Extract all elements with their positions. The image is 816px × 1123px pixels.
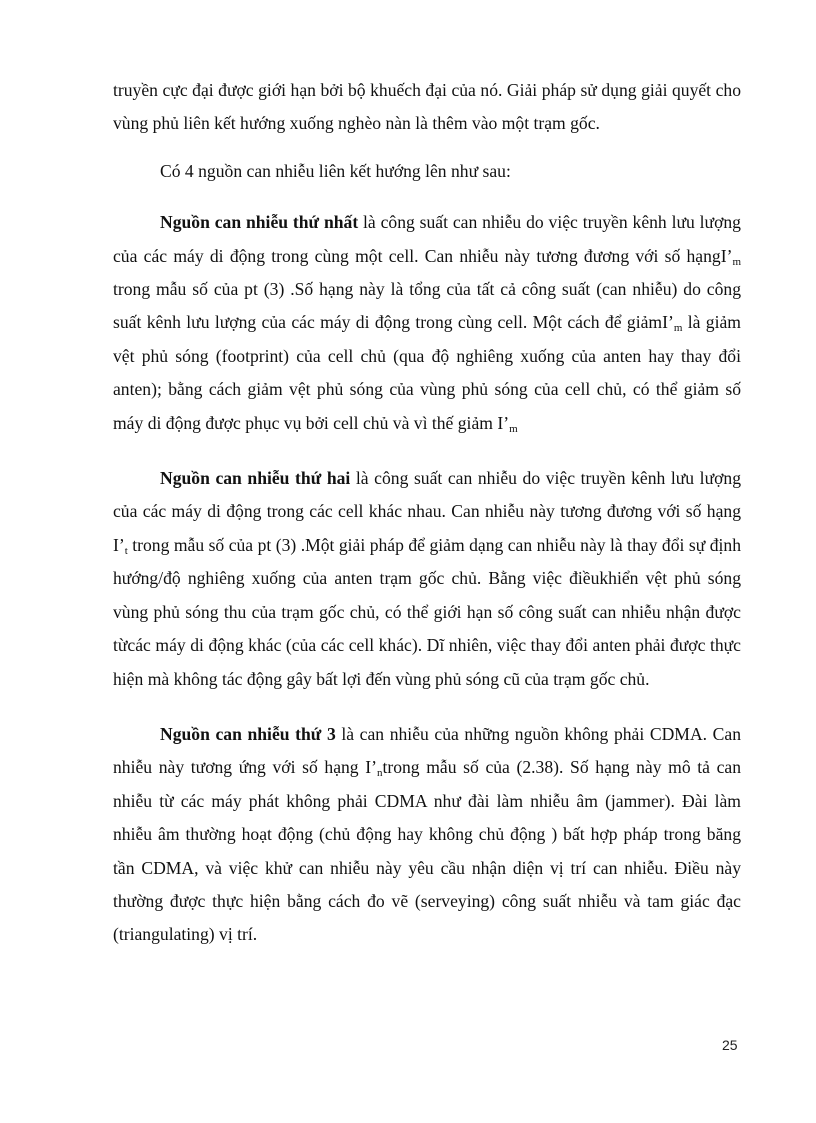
subscript-t: t [124, 544, 128, 557]
heading-interference-source-2: Nguồn can nhiễu thứ hai [160, 468, 351, 489]
subscript-m: m [509, 422, 518, 435]
paragraph-continuation: truyền cực đại được giới hạn bởi bộ khuếch đại của nó. Giải pháp sử dụng giải quyết cho vùng phủ liên kết hướng xuống nghèo nàn là thêm vào một trạm gốc. [113, 80, 741, 134]
heading-interference-source-1: Nguồn can nhiễu thứ nhất [160, 212, 359, 233]
paragraph-interference-source-3 [113, 718, 741, 952]
subscript-n: n [376, 767, 383, 780]
symbol-i-prime: I’ [497, 412, 510, 433]
text-segment: là công suất can nhiễu do việc truyền kênh lưu lượng của các máy di động trong các cell khác nhau. Can nhiễu này tương đương với số hạng [113, 468, 742, 522]
text-segment: là công suất can nhiễu do việc truyền kênh lưu lượng của các máy di động trong cùng một cell. Can nhiễu này tương đương với số hạng [113, 212, 741, 266]
subscript-m: m [673, 322, 683, 335]
symbol-i-prime: I’ [720, 245, 733, 266]
text-segment: là can nhiễu của những nguồn không phải CDMA. Can nhiễu này tương ứng với số hạng [113, 723, 741, 778]
paragraph-interference-source-2 [113, 462, 741, 696]
text-segment: trong mẫu số của pt (3) .Một giải pháp để giảm dạng can nhiễu này là thay đổi sự định hướng/độ nghiêng xuống của anten trạm gốc chủ. Bằng việc điềukhiển vệt phủ sóng vùng phủ sóng thu của trạm gốc chủ, có thể giới hạn số công suất can nhiễu nhận được từcác máy di động khác (của các cell khác). Dĩ nhiên, việc thay đổi anten phải được thực hiện mà không tác động gây bất lợi đến vùng phủ sóng cũ của trạm gốc chủ. [113, 534, 741, 689]
paragraph-interference-source-1 [113, 206, 741, 440]
paragraph-intro: Có 4 nguồn can nhiễu liên kết hướng lên như sau: [160, 160, 511, 181]
symbol-i-prime: I’ [113, 534, 125, 555]
document-page [113, 74, 741, 974]
heading-interference-source-3: Nguồn can nhiễu thứ 3 [160, 723, 336, 744]
text-segment: là giảm vệt phủ sóng (footprint) của cell chủ (qua độ nghiêng xuống của anten hay thay đổi anten); bằng cách giảm vệt phủ sóng của vùng phủ sóng của cell chủ, có thể giảm số máy di động được phục vụ bởi cell chủ và vì thế giảm [113, 312, 741, 433]
text-segment: trong mẫu số của pt (3) .Số hạng này là tổng của tất cả công suất (can nhiễu) do công suất kênh lưu lượng của các máy di động trong cùng cell. Một cách để giảm [113, 279, 741, 333]
page-number: 25 [722, 1037, 738, 1053]
symbol-i-prime: I’ [662, 312, 674, 333]
symbol-i-prime: I’ [365, 757, 377, 778]
subscript-m: m [732, 255, 741, 268]
text-segment: trong mẫu số của (2.38). Số hạng này mô tả can nhiễu từ các máy phát không phải CDMA như đài làm nhiễu âm (jammer). Đài làm nhiễu âm thường hoạt động (chủ động hay không chủ động ) bất hợp pháp trong băng tần CDMA, và việc khử can nhiễu này yêu cầu nhận diện vị trí can nhiễu. Điều này thường được thực hiện bằng cách đo vẽ (serveying) công suất nhiễu và tam giác đạc (triangulating) vị trí. [113, 757, 742, 945]
